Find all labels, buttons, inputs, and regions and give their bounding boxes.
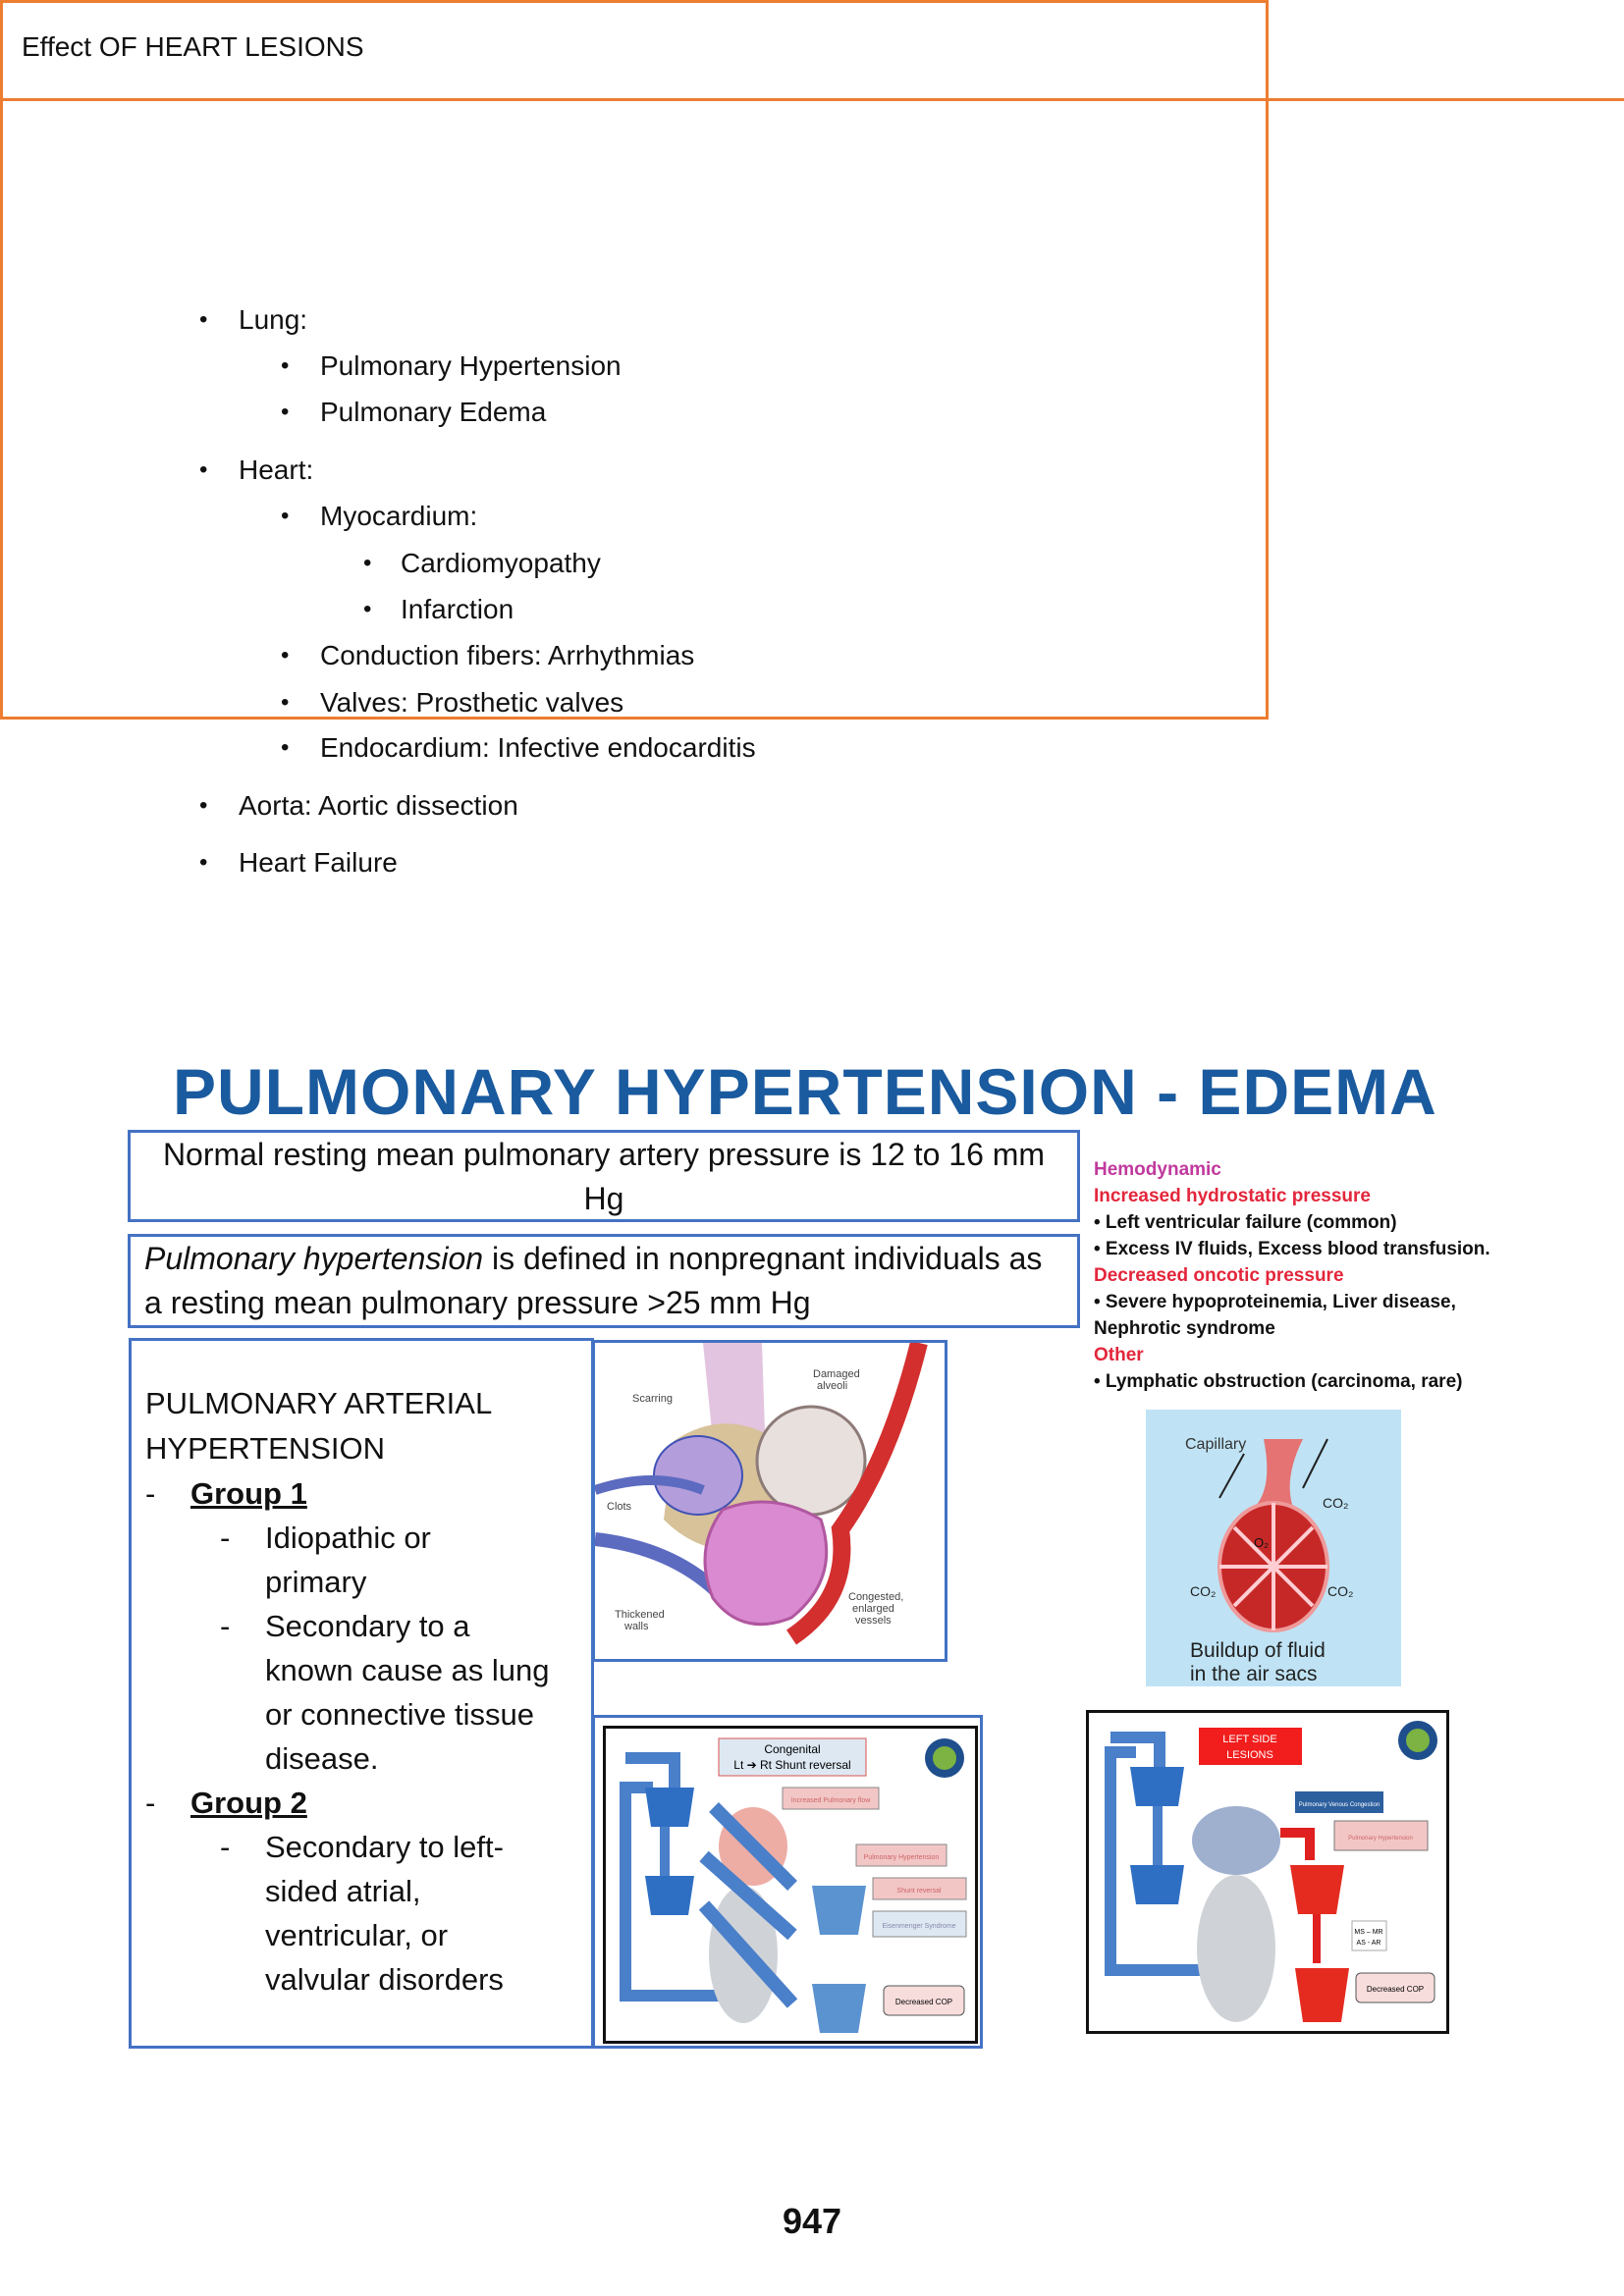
group-2-heading: Group 2 (190, 1786, 307, 1820)
left-lesions-image (1089, 1713, 1446, 2031)
label-walls: walls (624, 1621, 649, 1632)
label-enlarged: enlarged (852, 1603, 894, 1615)
heading-hydrostatic: Increased hydrostatic pressure (1094, 1186, 1371, 1206)
dash: - (220, 1830, 231, 1864)
heading-oncotic: Decreased oncotic pressure (1094, 1265, 1344, 1286)
label-thickened: Thickened (615, 1609, 665, 1621)
definition-text: is defined in nonpregnant individuals as a resting mean pulmonary pressure >25 mm Hg (144, 1241, 1043, 1320)
list-item: Heart: (239, 454, 314, 485)
box-label: Eisenmenger Syndrome (882, 1923, 956, 1930)
bullet: • (199, 306, 208, 333)
box-label: Increased Pulmonary flow (790, 1797, 871, 1804)
label-co2: CO₂ (1323, 1495, 1349, 1511)
caption-line: in the air sacs (1190, 1663, 1318, 1685)
bullet: • (281, 352, 290, 379)
heart-lung-image (595, 1343, 945, 1659)
list-item: Valves: Prosthetic valves (320, 687, 624, 718)
bullet: • (281, 503, 290, 529)
caption-line: Buildup of fluid (1190, 1639, 1326, 1662)
pah-text: Secondary to left- (265, 1830, 504, 1864)
label-alveoli: alveoli (817, 1380, 848, 1392)
bullet: • (281, 642, 290, 668)
pah-text: valvular disorders (265, 1962, 504, 1997)
heading-hemodynamic: Hemodynamic (1094, 1159, 1221, 1180)
cause-item: • Left ventricular failure (common) (1094, 1212, 1397, 1233)
box-label: AS - AR (1356, 1940, 1381, 1947)
box-label: Pulmonary Hypertension (863, 1854, 940, 1861)
label-co2: CO₂ (1327, 1583, 1354, 1599)
definition-box (128, 1234, 1080, 1328)
list-item: Heart Failure (239, 847, 398, 878)
pah-text: known cause as lung (265, 1653, 550, 1687)
label-damaged: Damaged (813, 1368, 860, 1380)
diagram-title: LESIONS (1226, 1749, 1273, 1761)
pah-text: or connective tissue (265, 1697, 534, 1732)
cause-item: • Severe hypoproteinemia, Liver disease, (1094, 1292, 1456, 1312)
bullet: • (363, 596, 372, 622)
dash: - (145, 1476, 156, 1511)
label-vessels: vessels (855, 1615, 892, 1627)
dash: - (220, 1521, 231, 1555)
capillary-illustration (1146, 1410, 1401, 1686)
label-clots: Clots (607, 1501, 632, 1513)
alveoli-image (1146, 1410, 1401, 1686)
edema-causes (1094, 1156, 1490, 1395)
pah-text: ventricular, or (265, 1918, 449, 1952)
list-item: Myocardium: (320, 501, 478, 531)
box-label: Decreased COP (894, 1998, 953, 2006)
diagram-title: LEFT SIDE (1222, 1734, 1277, 1745)
congenital-shunt-diagram (592, 1715, 983, 2049)
normal-pressure-box (128, 1130, 1080, 1222)
effect-of-heart-lesions-box (0, 0, 1269, 720)
label-co2: CO₂ (1190, 1583, 1217, 1599)
list-item: Cardiomyopathy (401, 548, 601, 578)
bullet: • (199, 849, 208, 876)
bullet: • (199, 792, 208, 819)
left-side-lesions-diagram (1086, 1710, 1449, 2034)
bullet: • (199, 456, 208, 483)
box-label: Shunt reversal (896, 1888, 942, 1895)
dash: - (220, 1609, 231, 1643)
heading-other: Other (1094, 1345, 1144, 1365)
diagram-title: Lt ➔ Rt Shunt reversal (733, 1758, 851, 1772)
box-label: Decreased COP (1366, 1985, 1425, 1994)
box-title: Effect OF HEART LESIONS (22, 31, 364, 62)
cause-item: Nephrotic syndrome (1094, 1318, 1275, 1339)
heart-lung-illustration (592, 1340, 947, 1662)
list-item: Pulmonary Edema (320, 397, 547, 427)
list-item: Conduction fibers: Arrhythmias (320, 640, 695, 670)
bullet: • (281, 734, 290, 761)
box-label: MS – MR (1354, 1929, 1383, 1936)
label-capillary: Capillary (1185, 1436, 1247, 1453)
bullet: • (363, 550, 372, 576)
list-item: Aorta: Aortic dissection (239, 790, 518, 821)
box-label: Pulmonary Hypertension (1348, 1836, 1413, 1842)
normal-pressure-text: Normal resting mean pulmonary artery pressure is 12 to 16 mm Hg (162, 1137, 1046, 1216)
pah-text: Secondary to a (265, 1609, 470, 1643)
diagram-title: Congenital (764, 1742, 821, 1756)
list-item: Lung: (239, 304, 308, 335)
page-number: 947 (783, 2201, 842, 2241)
bullet: • (281, 399, 290, 425)
list-item: Infarction (401, 594, 514, 624)
box-label: Pulmonary Venous Congestion (1298, 1802, 1380, 1808)
label-scarring: Scarring (632, 1393, 673, 1405)
list-item: Endocardium: Infective endocarditis (320, 732, 756, 763)
label-o2: O₂ (1254, 1535, 1270, 1550)
pah-text: disease. (265, 1741, 379, 1776)
list-item: Pulmonary Hypertension (320, 350, 622, 381)
definition-term: Pulmonary hypertension (144, 1241, 484, 1276)
pah-text: primary (265, 1565, 367, 1599)
pah-heading: HYPERTENSION (145, 1431, 386, 1466)
slide-title: PULMONARY HYPERTENSION - EDEMA (173, 1055, 1437, 1128)
bullet: • (281, 689, 290, 716)
box-header (0, 0, 1624, 101)
pah-text: sided atrial, (265, 1874, 421, 1908)
pah-text: Idiopathic or (265, 1521, 431, 1555)
label-congested: Congested, (848, 1591, 904, 1603)
pah-heading: PULMONARY ARTERIAL (145, 1386, 493, 1420)
dash: - (145, 1786, 156, 1820)
group-1-heading: Group 1 (190, 1476, 307, 1511)
cause-item: • Lymphatic obstruction (carcinoma, rare) (1094, 1371, 1463, 1392)
congenital-diagram-image (606, 1729, 975, 2041)
cause-item: • Excess IV fluids, Excess blood transfusion. (1094, 1239, 1490, 1259)
